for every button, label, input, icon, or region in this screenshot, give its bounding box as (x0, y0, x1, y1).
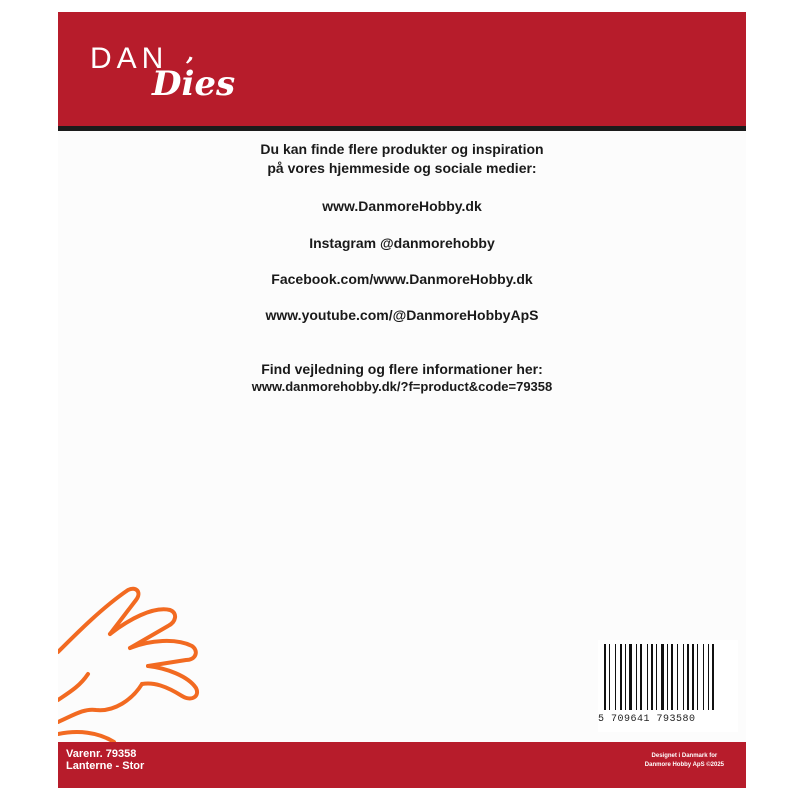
hand-outline-icon (58, 582, 208, 742)
facebook-link[interactable]: Facebook.com/www.DanmoreHobby.dk (271, 271, 533, 287)
intro-line-2: på vores hjemmeside og sociale medier: (267, 160, 537, 176)
guide-link[interactable]: www.danmorehobby.dk/?f=product&code=79358 (251, 379, 553, 394)
logo-text-dies: Dies (152, 64, 236, 104)
item-number: Varenr. 79358 (66, 748, 137, 760)
product-card (58, 12, 746, 788)
barcode-bar (708, 644, 709, 710)
barcode-bar (629, 644, 632, 710)
barcode-bar (620, 644, 622, 710)
barcode-bar (712, 644, 714, 710)
barcode (598, 640, 738, 732)
instagram-link[interactable]: Instagram @danmorehobby (309, 235, 495, 251)
website-link[interactable]: www.DanmoreHobby.dk (322, 198, 482, 214)
header-divider (58, 126, 746, 131)
barcode-bar (671, 644, 673, 710)
footer-banner (58, 742, 746, 788)
barcode-bar (609, 644, 610, 710)
footer-design-credit (645, 752, 724, 770)
designed-line-2: Danmore Hobby ApS ©2025 (644, 762, 724, 768)
logo-text-dan: DAN (90, 42, 169, 75)
barcode-bar (615, 644, 616, 710)
barcode-bar (647, 644, 648, 710)
product-name: Lanterne - Stor (66, 760, 145, 772)
header-banner (58, 12, 746, 126)
barcode-bar (625, 644, 626, 710)
barcode-bar (636, 644, 637, 710)
barcode-bar (640, 644, 642, 710)
guide-heading: Find vejledning og flere informationer her: (261, 361, 543, 377)
barcode-bar (604, 644, 606, 710)
barcode-bar (667, 644, 668, 710)
barcode-bar (656, 644, 657, 710)
footer-product-info (66, 748, 144, 772)
barcode-bar (651, 644, 653, 710)
barcode-bars (598, 640, 738, 712)
barcode-bar (692, 644, 694, 710)
barcode-bar (687, 644, 689, 710)
youtube-link[interactable]: www.youtube.com/@DanmoreHobbyApS (265, 307, 539, 323)
logo-comma-mark: , (182, 33, 204, 70)
barcode-bar (677, 644, 678, 710)
intro-line-1: Du kan finde flere produkter og inspiration (260, 141, 544, 157)
barcode-bar (661, 644, 664, 710)
barcode-bar (697, 644, 698, 710)
barcode-digits: 5 709641 793580 (598, 714, 696, 725)
designed-line-1: Designet i Danmark for (651, 753, 718, 759)
barcode-bar (703, 644, 704, 710)
barcode-bar (683, 644, 684, 710)
